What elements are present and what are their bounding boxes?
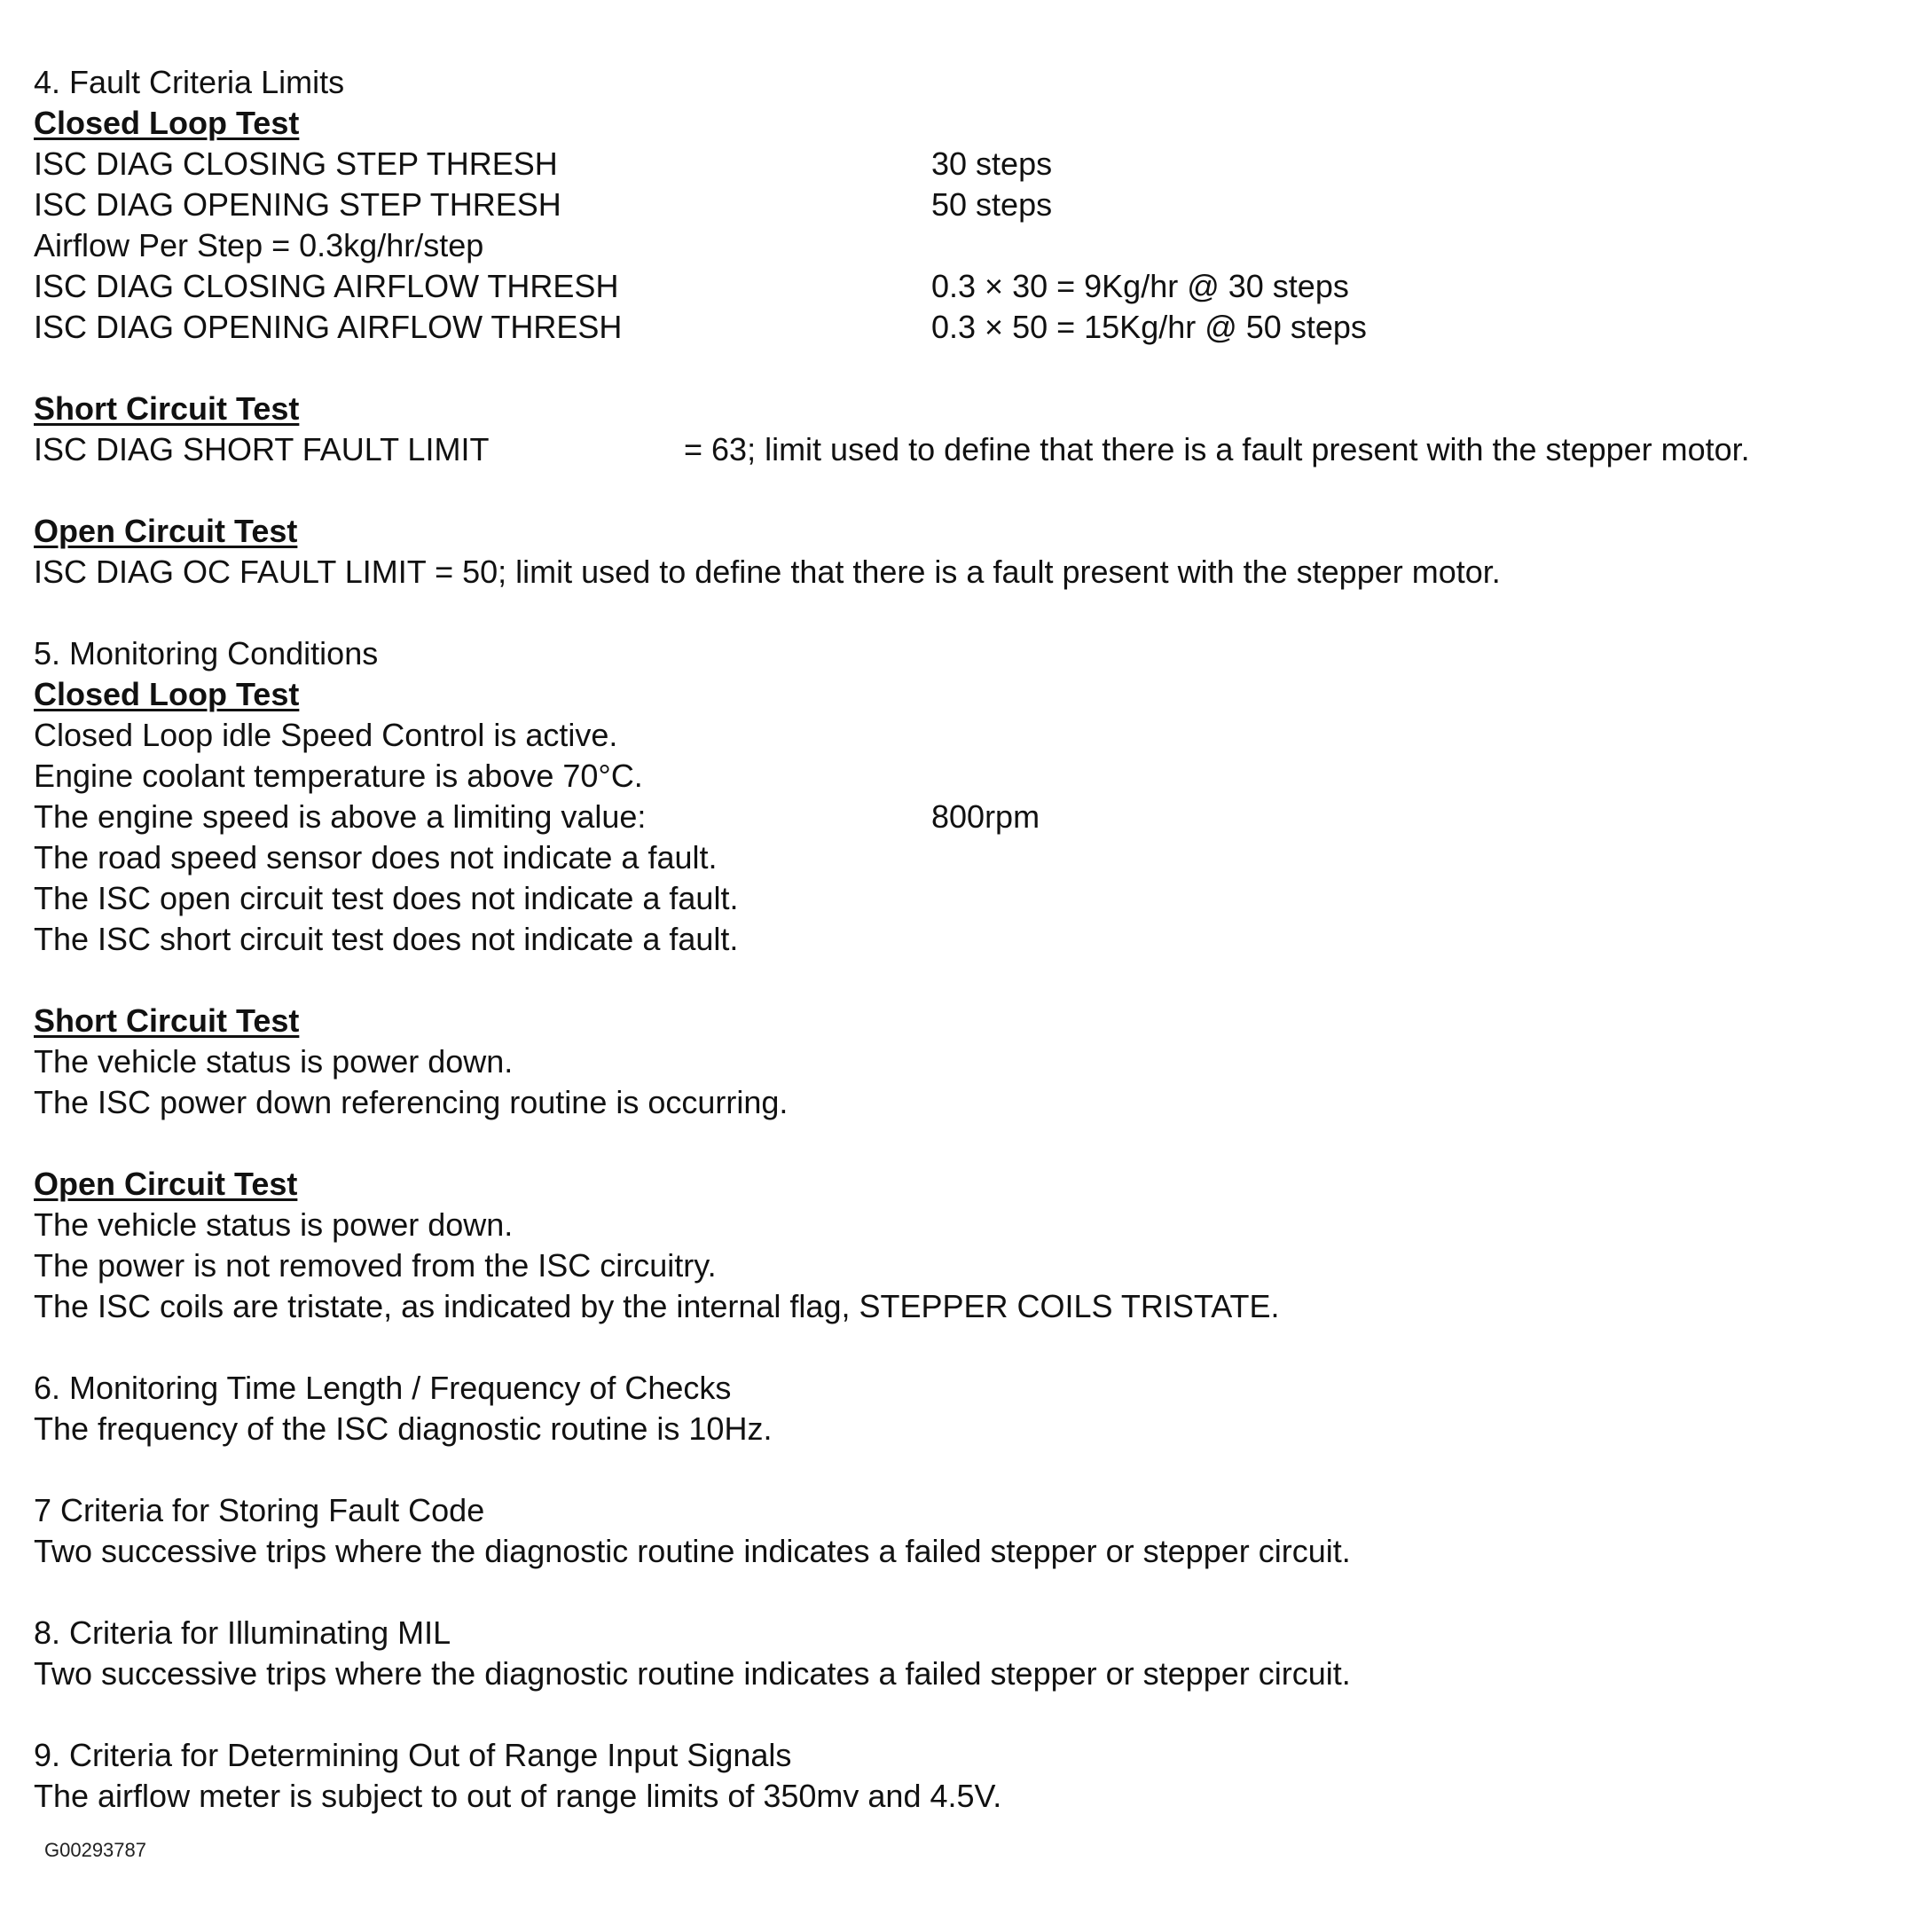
section-6-title: 6. Monitoring Time Length / Frequency of Checks [34, 1370, 732, 1406]
criteria-label: ISC DIAG CLOSING AIRFLOW THRESH [34, 268, 619, 304]
closed-loop-heading: Closed Loop Test [34, 676, 300, 712]
paragraph-line: Closed Loop idle Speed Control is active. [34, 717, 618, 753]
criteria-value: 0.3 × 30 = 9Kg/hr @ 30 steps [931, 268, 1349, 304]
paragraph-line: The power is not removed from the ISC circuitry. [34, 1247, 717, 1284]
criteria-label: ISC DIAG OPENING STEP THRESH [34, 186, 561, 223]
document-body [34, 62, 1887, 1817]
section-5-title: 5. Monitoring Conditions [34, 635, 379, 671]
paragraph-line: Two successive trips where the diagnostic routine indicates a failed stepper or stepper circuit. [34, 1533, 1351, 1569]
paragraph-line: The ISC open circuit test does not indicate a fault. [34, 880, 739, 916]
criteria-row [34, 185, 1887, 225]
closed-loop-heading: Closed Loop Test [34, 105, 300, 141]
section-8-title: 8. Criteria for Illuminating MIL [34, 1614, 451, 1651]
criteria-label: ISC DIAG SHORT FAULT LIMIT [34, 431, 490, 467]
figure-id: G00293787 [44, 1839, 146, 1861]
criteria-value: = 63; limit used to define that there is a fault present with the stepper motor. [684, 431, 1750, 467]
open-circuit-heading: Open Circuit Test [34, 1166, 298, 1202]
criteria-row [34, 266, 1887, 307]
section-4-title: 4. Fault Criteria Limits [34, 64, 345, 100]
paragraph-line: The vehicle status is power down. [34, 1043, 514, 1080]
criteria-value: 50 steps [931, 186, 1053, 223]
criteria-value: 800rpm [931, 798, 1040, 835]
criteria-label: Airflow Per Step = 0.3kg/hr/step [34, 227, 484, 263]
open-circuit-heading: Open Circuit Test [34, 513, 298, 549]
criteria-value: 0.3 × 50 = 15Kg/hr @ 50 steps [931, 309, 1367, 345]
paragraph-line: The ISC short circuit test does not indicate a fault. [34, 921, 739, 957]
criteria-row [34, 429, 1887, 470]
paragraph-line: The road speed sensor does not indicate a fault. [34, 839, 718, 876]
short-circuit-heading: Short Circuit Test [34, 390, 300, 427]
short-circuit-heading: Short Circuit Test [34, 1002, 300, 1039]
paragraph-line: Engine coolant temperature is above 70°C. [34, 758, 643, 794]
criteria-row [34, 144, 1887, 185]
criteria-value: 30 steps [931, 145, 1053, 182]
criteria-row [34, 307, 1887, 348]
criteria-label: The engine speed is above a limiting value: [34, 798, 647, 835]
paragraph-line: The frequency of the ISC diagnostic routine is 10Hz. [34, 1410, 773, 1447]
paragraph-line: The airflow meter is subject to out of range limits of 350mv and 4.5V. [34, 1778, 1002, 1814]
section-9-title: 9. Criteria for Determining Out of Range Input Signals [34, 1737, 792, 1773]
criteria-label: ISC DIAG OPENING AIRFLOW THRESH [34, 309, 623, 345]
criteria-label: ISC DIAG CLOSING STEP THRESH [34, 145, 558, 182]
paragraph-line: Two successive trips where the diagnostic routine indicates a failed stepper or stepper circuit. [34, 1655, 1351, 1692]
criteria-row [34, 797, 1887, 837]
paragraph-line: The vehicle status is power down. [34, 1206, 514, 1243]
paragraph-line: ISC DIAG OC FAULT LIMIT = 50; limit used to define that there is a fault present with the stepper motor. [34, 554, 1501, 590]
paragraph-line: The ISC coils are tristate, as indicated by the internal flag, STEPPER COILS TRISTATE. [34, 1288, 1280, 1324]
paragraph-line: The ISC power down referencing routine is occurring. [34, 1084, 789, 1120]
section-7-title: 7 Criteria for Storing Fault Code [34, 1492, 485, 1528]
criteria-row [34, 225, 1887, 266]
